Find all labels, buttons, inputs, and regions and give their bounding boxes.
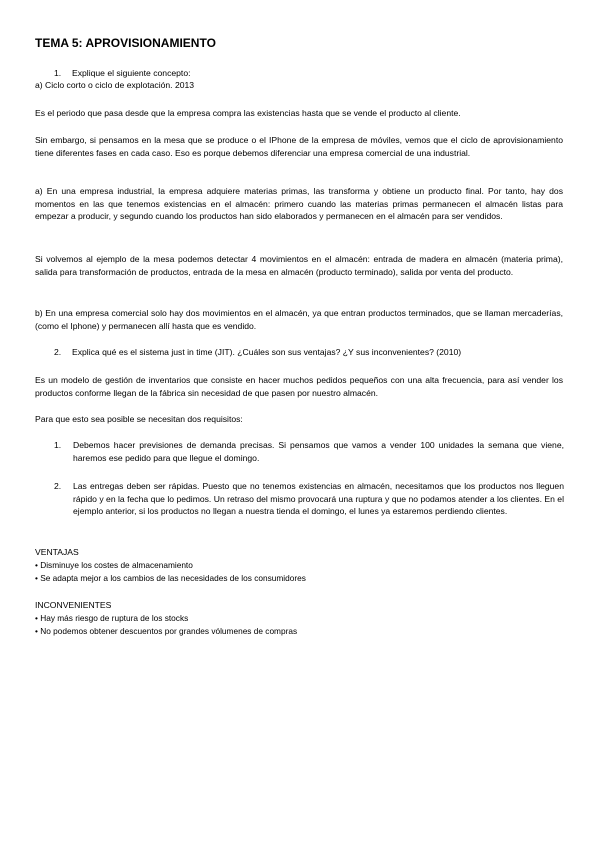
requirement-1-text: Debemos hacer previsiones de demanda precisas. Si pensamos que vamos a vender 100 unidades la semana que viene, haremos ese pedido para que llegue el domingo. [73,440,564,463]
ventajas-item: • Se adapta mejor a los cambios de las necesidades de los consumidores [35,573,306,583]
ventajas-item: • Disminuye los costes de almacenamiento [35,560,193,570]
paragraph-definition: Es el periodo que pasa desde que la empresa compra las existencias hasta que se vende el producto al cliente. [35,108,461,118]
requirement-1 [54,439,564,464]
question-1-number: 1. [54,68,62,78]
question-1-subtitle: a) Ciclo corto o ciclo de explotación. 2013 [35,80,195,90]
paragraph-example-movements: Si volvemos al ejemplo de la mesa podemos detectar 4 movimientos en el almacén: entrada de madera en almacén (materia prima), salida para transformación de productos, entrada de la mesa en almacén (producto terminado), salida por venta del producto. [35,254,563,277]
inconvenientes-item: • Hay más riesgo de ruptura de los stocks [35,613,189,623]
requirement-2 [54,480,564,518]
question-2-text: Explica qué es el sistema just in time (JIT). ¿Cuáles son sus ventajas? ¿Y sus inconvenientes? (2010) [72,347,462,357]
paragraph-jit-definition: Es un modelo de gestión de inventarios que consiste en hacer muchos pedidos pequeños con una alta frecuencia, para así vender los productos conforme llegan de la fábrica sin necesidad de que pasen por nuestro almacén. [35,375,563,398]
question-1-text: Explique el siguiente concepto: [72,68,191,78]
paragraph-commercial: b) En una empresa comercial solo hay dos movimientos en el almacén, ya que entran productos terminados, que se llaman mercaderías, (como el Iphone) y permanecen allí hasta que es vendido. [35,308,563,331]
inconvenientes-item: • No podemos obtener descuentos por grandes vólumenes de compras [35,626,298,636]
question-2-number: 2. [54,347,62,357]
requirement-2-text: Las entregas deben ser rápidas. Puesto que no tenemos existencias en almacén, necesitamos que los productos nos lleguen rápido y en la fecha que lo pedimos. Un retraso del mismo provocará una ruptura y que no podamos atender a los clientes. En el ejemplo anterior, si los productos no llegan a nuestra tienda el domingo, el lunes ya estaremos perdiendo clientes. [73,481,564,517]
requirement-2-number: 2. [54,481,62,491]
ventajas-heading: VENTAJAS [35,547,79,557]
question-1 [54,67,564,80]
paragraph-requirements-intro: Para que esto sea posible se necesitan dos requisitos: [35,414,243,424]
inconvenientes-heading: INCONVENIENTES [35,600,112,610]
question-2 [54,346,564,359]
document-title: TEMA 5: APROVISIONAMIENTO [35,36,216,50]
paragraph-phases: Sin embargo, si pensamos en la mesa que se produce o el IPhone de la empresa de móviles, vemos que el ciclo de aprovisionamiento tiene diferentes fases en cada caso. Eso es porque debemos diferenciar una empresa comercial de una industrial. [35,135,563,158]
paragraph-industrial: a) En una empresa industrial, la empresa adquiere materias primas, las transforma y obtiene un producto final. Por tanto, hay dos momentos en las que tenemos existencias en el almacén: primero cuando las materias primas permanecen el almacén listas para empezar a producir, y segundo cuando los productos han sido elaborados y permanecen en el almacén para ser vendidos. [35,186,563,222]
requirement-1-number: 1. [54,440,62,450]
